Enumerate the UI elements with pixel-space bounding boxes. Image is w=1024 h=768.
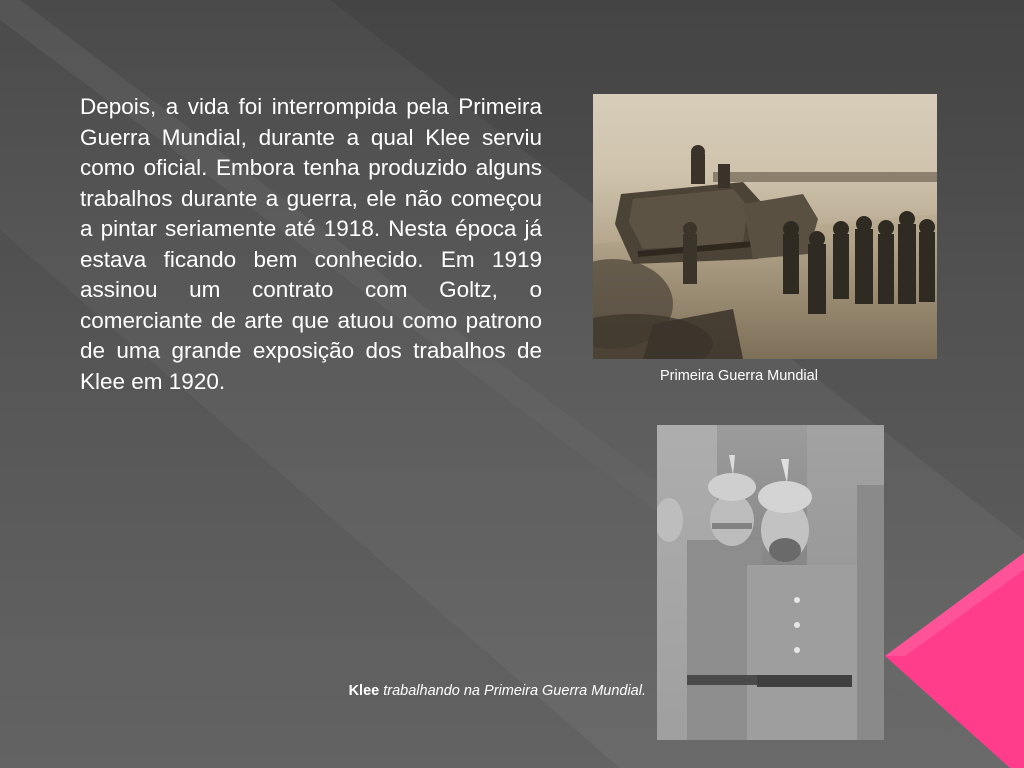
body-paragraph: Depois, a vida foi interrompida pela Primeira Guerra Mundial, durante a qual Klee serviu como oficial. Embora tenha produzido alguns trabalhos durante a guerra, ele não começou a pintar seriamente até 1918. Nesta época já estava ficando bem conhecido. Em 1919 assinou um contrato com Goltz, o comerciante de arte que atuou como patrono de uma grande exposição dos trabalhos de Klee em 1920. [80,94,542,394]
klee-soldiers-photo [657,425,884,740]
caption-klee-name: Klee [348,683,380,699]
photo-caption-klee [300,681,646,701]
caption-klee-rest: trabalhando na Primeira Guerra Mundial. [379,683,646,699]
ww1-tank-photo [593,94,937,359]
photo-caption-war: Primeira Guerra Mundial [660,368,818,384]
